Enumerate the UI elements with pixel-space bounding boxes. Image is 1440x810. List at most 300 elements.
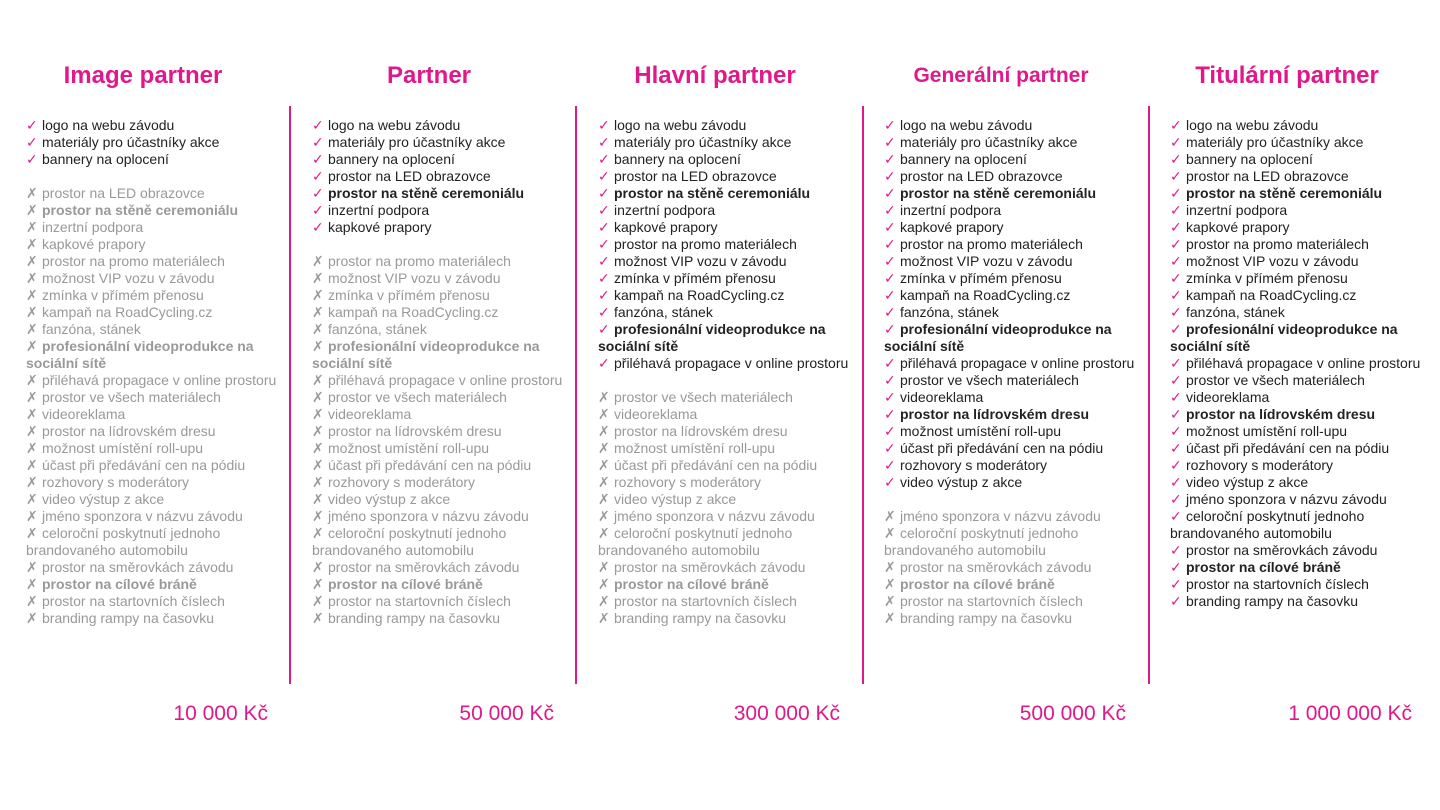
cross-icon: ✗ xyxy=(26,440,38,456)
feature-label: prostor ve všech materiálech xyxy=(614,389,793,405)
cross-icon: ✗ xyxy=(26,457,38,473)
checkmark-icon: ✓ xyxy=(1170,593,1182,609)
cross-icon: ✗ xyxy=(26,593,38,609)
feature-included xyxy=(312,134,574,151)
checkmark-icon: ✓ xyxy=(312,202,324,218)
feature-included xyxy=(884,202,1146,219)
cross-icon: ✗ xyxy=(884,525,896,541)
tier-price: 50 000 Kč xyxy=(459,702,554,725)
checkmark-icon: ✓ xyxy=(598,236,610,252)
tier-price: 500 000 Kč xyxy=(1019,702,1126,725)
feature-label: branding rampy na časovku xyxy=(1186,593,1358,609)
feature-label: videoreklama xyxy=(328,406,412,422)
cross-icon: ✗ xyxy=(26,338,38,354)
cross-icon: ✗ xyxy=(884,508,896,524)
feature-label: prostor na lídrovském dresu xyxy=(614,423,788,439)
tier-column-titularni-partner xyxy=(1144,0,1430,810)
checkmark-icon: ✓ xyxy=(598,134,610,150)
cross-icon: ✗ xyxy=(598,593,610,609)
feature-label: kampaň na RoadCycling.cz xyxy=(42,304,213,320)
feature-label: zmínka v přímém přenosu xyxy=(614,270,776,286)
feature-included xyxy=(884,474,1146,491)
checkmark-icon: ✓ xyxy=(884,321,896,337)
checkmark-icon: ✓ xyxy=(598,270,610,286)
checkmark-icon: ✓ xyxy=(1170,355,1182,371)
feature-included xyxy=(884,423,1146,440)
checkmark-icon: ✓ xyxy=(884,355,896,371)
cross-icon: ✗ xyxy=(598,457,610,473)
cross-icon: ✗ xyxy=(598,559,610,575)
feature-excluded xyxy=(312,321,574,338)
feature-excluded xyxy=(598,389,860,406)
feature-label: prostor na promo materiálech xyxy=(328,253,511,269)
feature-included xyxy=(884,372,1146,389)
feature-label: kapkové prapory xyxy=(328,219,432,235)
feature-included xyxy=(884,168,1146,185)
checkmark-icon: ✓ xyxy=(884,117,896,133)
feature-label: logo na webu závodu xyxy=(42,117,175,133)
feature-included xyxy=(884,355,1146,372)
feature-excluded xyxy=(884,610,1146,627)
cross-icon: ✗ xyxy=(26,253,38,269)
feature-included xyxy=(884,134,1146,151)
checkmark-icon: ✓ xyxy=(1170,372,1182,388)
feature-excluded xyxy=(312,372,574,389)
cross-icon: ✗ xyxy=(26,576,38,592)
feature-label: rozhovory s moderátory xyxy=(42,474,190,490)
feature-label: jméno sponzora v názvu závodu xyxy=(42,508,243,524)
feature-label: účast při předávání cen na pódiu xyxy=(1186,440,1390,456)
cross-icon: ✗ xyxy=(26,525,38,541)
feature-excluded xyxy=(884,576,1146,593)
feature-excluded xyxy=(312,304,574,321)
feature-label: účast při předávání cen na pódiu xyxy=(614,457,818,473)
cross-icon: ✗ xyxy=(884,593,896,609)
feature-included xyxy=(312,117,574,134)
feature-label: prostor na stěně ceremoniálu xyxy=(42,202,239,218)
feature-included xyxy=(1170,321,1432,355)
checkmark-icon: ✓ xyxy=(1170,168,1182,184)
feature-label: prostor na stěně ceremoniálu xyxy=(1186,185,1383,201)
feature-included xyxy=(884,457,1146,474)
feature-excluded xyxy=(26,491,288,508)
cross-icon: ✗ xyxy=(26,508,38,524)
cross-icon: ✗ xyxy=(598,406,610,422)
checkmark-icon: ✓ xyxy=(1170,304,1182,320)
feature-included xyxy=(598,202,860,219)
checkmark-icon: ✓ xyxy=(598,168,610,184)
cross-icon: ✗ xyxy=(26,610,38,626)
cross-icon: ✗ xyxy=(312,576,324,592)
feature-included xyxy=(26,117,288,134)
feature-group-spacer xyxy=(26,168,288,185)
feature-included xyxy=(598,270,860,287)
feature-label: kapkové prapory xyxy=(900,219,1004,235)
feature-label: fanzóna, stánek xyxy=(1186,304,1285,320)
feature-included xyxy=(1170,287,1432,304)
cross-icon: ✗ xyxy=(312,440,324,456)
feature-list xyxy=(312,117,574,627)
feature-excluded xyxy=(312,406,574,423)
feature-excluded xyxy=(26,372,288,389)
feature-label: inzertní podpora xyxy=(42,219,144,235)
checkmark-icon: ✓ xyxy=(1170,270,1182,286)
feature-label: kampaň na RoadCycling.cz xyxy=(614,287,785,303)
feature-label: inzertní podpora xyxy=(614,202,716,218)
feature-label: kapkové prapory xyxy=(1186,219,1290,235)
feature-label: jméno sponzora v názvu závodu xyxy=(328,508,529,524)
cross-icon: ✗ xyxy=(26,185,38,201)
feature-excluded xyxy=(26,576,288,593)
feature-included xyxy=(26,151,288,168)
feature-excluded xyxy=(26,525,288,559)
feature-label: fanzóna, stánek xyxy=(614,304,713,320)
checkmark-icon: ✓ xyxy=(598,253,610,269)
feature-label: branding rampy na časovku xyxy=(42,610,214,626)
checkmark-icon: ✓ xyxy=(884,270,896,286)
feature-label: prostor na promo materiálech xyxy=(42,253,225,269)
checkmark-icon: ✓ xyxy=(1170,491,1182,507)
feature-label: prostor na LED obrazovce xyxy=(328,168,491,184)
feature-label: možnost umístění roll-upu xyxy=(900,423,1062,439)
cross-icon: ✗ xyxy=(312,457,324,473)
feature-included xyxy=(1170,508,1432,542)
checkmark-icon: ✓ xyxy=(1170,406,1182,422)
feature-excluded xyxy=(598,423,860,440)
cross-icon: ✗ xyxy=(312,474,324,490)
feature-included xyxy=(598,287,860,304)
checkmark-icon: ✓ xyxy=(598,117,610,133)
cross-icon: ✗ xyxy=(312,321,324,337)
tier-title: Hlavní partner xyxy=(634,62,796,89)
tier-price: 10 000 Kč xyxy=(173,702,268,725)
cross-icon: ✗ xyxy=(312,270,324,286)
feature-included xyxy=(1170,406,1432,423)
feature-label: prostor na promo materiálech xyxy=(614,236,797,252)
feature-label: přiléhavá propagace v online prostoru xyxy=(1186,355,1421,371)
checkmark-icon: ✓ xyxy=(1170,457,1182,473)
feature-label: inzertní podpora xyxy=(1186,202,1288,218)
cross-icon: ✗ xyxy=(884,576,896,592)
feature-included xyxy=(1170,168,1432,185)
feature-label: video výstup z akce xyxy=(42,491,165,507)
feature-excluded xyxy=(26,389,288,406)
feature-label: prostor na lídrovském dresu xyxy=(328,423,502,439)
feature-label: kapkové prapory xyxy=(614,219,718,235)
tier-column-partner xyxy=(286,0,572,810)
feature-label: materiály pro účastníky akce xyxy=(1186,134,1364,150)
checkmark-icon: ✓ xyxy=(26,151,38,167)
feature-label: logo na webu závodu xyxy=(900,117,1033,133)
feature-included xyxy=(312,202,574,219)
checkmark-icon: ✓ xyxy=(598,287,610,303)
feature-label: zmínka v přímém přenosu xyxy=(42,287,204,303)
feature-label: fanzóna, stánek xyxy=(900,304,999,320)
feature-label: logo na webu závodu xyxy=(614,117,747,133)
feature-label: prostor na cílové bráně xyxy=(900,576,1055,592)
checkmark-icon: ✓ xyxy=(1170,440,1182,456)
feature-excluded xyxy=(598,525,860,559)
feature-label: profesionální videoprodukce na sociální sítě xyxy=(884,321,1112,354)
feature-excluded xyxy=(312,525,574,559)
feature-label: video výstup z akce xyxy=(614,491,737,507)
checkmark-icon: ✓ xyxy=(312,168,324,184)
feature-included xyxy=(1170,219,1432,236)
feature-excluded xyxy=(312,440,574,457)
feature-label: materiály pro účastníky akce xyxy=(42,134,220,150)
checkmark-icon: ✓ xyxy=(884,474,896,490)
feature-included xyxy=(1170,491,1432,508)
feature-excluded xyxy=(312,474,574,491)
cross-icon: ✗ xyxy=(26,304,38,320)
feature-included xyxy=(884,151,1146,168)
checkmark-icon: ✓ xyxy=(1170,423,1182,439)
feature-excluded xyxy=(312,593,574,610)
checkmark-icon: ✓ xyxy=(1170,134,1182,150)
feature-label: přiléhavá propagace v online prostoru xyxy=(614,355,849,371)
feature-excluded xyxy=(312,338,574,372)
feature-label: fanzóna, stánek xyxy=(42,321,141,337)
feature-excluded xyxy=(26,287,288,304)
checkmark-icon: ✓ xyxy=(884,304,896,320)
feature-label: bannery na oplocení xyxy=(42,151,169,167)
feature-included xyxy=(884,440,1146,457)
cross-icon: ✗ xyxy=(26,423,38,439)
feature-included xyxy=(884,253,1146,270)
feature-included xyxy=(884,389,1146,406)
feature-included xyxy=(884,117,1146,134)
cross-icon: ✗ xyxy=(598,610,610,626)
feature-label: prostor na směrovkách závodu xyxy=(1186,542,1378,558)
feature-excluded xyxy=(598,610,860,627)
feature-label: fanzóna, stánek xyxy=(328,321,427,337)
feature-label: materiály pro účastníky akce xyxy=(614,134,792,150)
feature-label: prostor na startovních číslech xyxy=(1186,576,1369,592)
tier-column-generalni-partner xyxy=(858,0,1144,810)
feature-excluded xyxy=(26,219,288,236)
feature-label: prostor na cílové bráně xyxy=(1186,559,1341,575)
feature-included xyxy=(598,185,860,202)
feature-label: jméno sponzora v názvu závodu xyxy=(900,508,1101,524)
feature-included xyxy=(598,355,860,372)
tier-title: Generální partner xyxy=(913,64,1089,87)
checkmark-icon: ✓ xyxy=(1170,474,1182,490)
feature-excluded xyxy=(26,185,288,202)
feature-excluded xyxy=(884,593,1146,610)
feature-label: prostor na promo materiálech xyxy=(1186,236,1369,252)
feature-included xyxy=(598,134,860,151)
checkmark-icon: ✓ xyxy=(26,134,38,150)
tier-price: 1 000 000 Kč xyxy=(1288,702,1412,725)
checkmark-icon: ✓ xyxy=(598,185,610,201)
feature-included xyxy=(1170,304,1432,321)
cross-icon: ✗ xyxy=(26,406,38,422)
checkmark-icon: ✓ xyxy=(1170,151,1182,167)
cross-icon: ✗ xyxy=(312,406,324,422)
cross-icon: ✗ xyxy=(26,270,38,286)
checkmark-icon: ✓ xyxy=(312,117,324,133)
checkmark-icon: ✓ xyxy=(884,372,896,388)
feature-label: přiléhavá propagace v online prostoru xyxy=(328,372,563,388)
checkmark-icon: ✓ xyxy=(884,423,896,439)
feature-label: profesionální videoprodukce na sociální sítě xyxy=(598,321,826,354)
feature-included xyxy=(598,117,860,134)
feature-label: přiléhavá propagace v online prostoru xyxy=(42,372,277,388)
feature-label: rozhovory s moderátory xyxy=(328,474,476,490)
feature-label: prostor na směrovkách závodu xyxy=(900,559,1092,575)
cross-icon: ✗ xyxy=(598,508,610,524)
feature-excluded xyxy=(312,253,574,270)
feature-list xyxy=(884,117,1146,627)
feature-label: bannery na oplocení xyxy=(900,151,1027,167)
feature-label: branding rampy na časovku xyxy=(328,610,500,626)
feature-included xyxy=(1170,576,1432,593)
checkmark-icon: ✓ xyxy=(598,321,610,337)
tier-price: 300 000 Kč xyxy=(733,702,840,725)
feature-included xyxy=(1170,270,1432,287)
cross-icon: ✗ xyxy=(312,338,324,354)
tier-title: Partner xyxy=(386,62,472,89)
feature-included xyxy=(598,168,860,185)
checkmark-icon: ✓ xyxy=(1170,219,1182,235)
cross-icon: ✗ xyxy=(884,610,896,626)
feature-excluded xyxy=(26,406,288,423)
feature-label: prostor na stěně ceremoniálu xyxy=(328,185,525,201)
feature-excluded xyxy=(312,491,574,508)
feature-label: zmínka v přímém přenosu xyxy=(328,287,490,303)
checkmark-icon: ✓ xyxy=(884,406,896,422)
feature-excluded xyxy=(312,270,574,287)
feature-label: prostor na LED obrazovce xyxy=(1186,168,1349,184)
cross-icon: ✗ xyxy=(312,372,324,388)
feature-included xyxy=(1170,457,1432,474)
feature-label: celoroční poskytnutí jednoho brandovaného automobilu xyxy=(598,525,793,558)
feature-included xyxy=(884,270,1146,287)
feature-included xyxy=(1170,389,1432,406)
feature-list xyxy=(1170,117,1432,610)
feature-label: účast při předávání cen na pódiu xyxy=(900,440,1104,456)
cross-icon: ✗ xyxy=(312,389,324,405)
feature-label: kampaň na RoadCycling.cz xyxy=(328,304,499,320)
feature-label: inzertní podpora xyxy=(328,202,430,218)
feature-label: prostor na stěně ceremoniálu xyxy=(900,185,1097,201)
feature-label: prostor na lídrovském dresu xyxy=(900,406,1090,422)
checkmark-icon: ✓ xyxy=(312,185,324,201)
feature-label: prostor na směrovkách závodu xyxy=(42,559,234,575)
checkmark-icon: ✓ xyxy=(598,219,610,235)
feature-label: prostor na LED obrazovce xyxy=(614,168,777,184)
feature-label: prostor na startovních číslech xyxy=(42,593,225,609)
cross-icon: ✗ xyxy=(598,440,610,456)
feature-label: možnost VIP vozu v závodu xyxy=(614,253,787,269)
feature-label: profesionální videoprodukce na sociální sítě xyxy=(312,338,540,371)
feature-list xyxy=(598,117,860,627)
feature-label: prostor ve všech materiálech xyxy=(328,389,507,405)
cross-icon: ✗ xyxy=(598,491,610,507)
feature-included xyxy=(1170,593,1432,610)
feature-excluded xyxy=(26,236,288,253)
feature-label: video výstup z akce xyxy=(1186,474,1309,490)
cross-icon: ✗ xyxy=(598,389,610,405)
feature-label: prostor ve všech materiálech xyxy=(42,389,221,405)
feature-excluded xyxy=(598,593,860,610)
cross-icon: ✗ xyxy=(26,372,38,388)
feature-label: prostor na lídrovském dresu xyxy=(42,423,216,439)
feature-included xyxy=(1170,474,1432,491)
feature-label: zmínka v přímém přenosu xyxy=(900,270,1062,286)
feature-excluded xyxy=(26,321,288,338)
checkmark-icon: ✓ xyxy=(1170,321,1182,337)
feature-label: celoroční poskytnutí jednoho brandovaného automobilu xyxy=(1170,508,1365,541)
cross-icon: ✗ xyxy=(312,287,324,303)
feature-label: rozhovory s moderátory xyxy=(900,457,1048,473)
cross-icon: ✗ xyxy=(26,202,38,218)
feature-excluded xyxy=(598,559,860,576)
feature-label: logo na webu závodu xyxy=(1186,117,1319,133)
feature-excluded xyxy=(312,287,574,304)
cross-icon: ✗ xyxy=(26,389,38,405)
feature-excluded xyxy=(598,457,860,474)
feature-label: prostor ve všech materiálech xyxy=(900,372,1079,388)
feature-excluded xyxy=(26,457,288,474)
feature-label: prostor na startovních číslech xyxy=(328,593,511,609)
checkmark-icon: ✓ xyxy=(598,304,610,320)
feature-excluded xyxy=(26,593,288,610)
cross-icon: ✗ xyxy=(26,236,38,252)
feature-included xyxy=(598,253,860,270)
checkmark-icon: ✓ xyxy=(1170,185,1182,201)
cross-icon: ✗ xyxy=(26,491,38,507)
tier-column-image-partner xyxy=(0,0,286,810)
feature-excluded xyxy=(26,610,288,627)
checkmark-icon: ✓ xyxy=(884,134,896,150)
feature-group-spacer xyxy=(598,372,860,389)
feature-label: inzertní podpora xyxy=(900,202,1002,218)
feature-included xyxy=(1170,355,1432,372)
feature-label: jméno sponzora v názvu závodu xyxy=(614,508,815,524)
checkmark-icon: ✓ xyxy=(1170,576,1182,592)
feature-label: videoreklama xyxy=(1186,389,1270,405)
checkmark-icon: ✓ xyxy=(884,457,896,473)
feature-excluded xyxy=(598,508,860,525)
feature-label: video výstup z akce xyxy=(328,491,451,507)
feature-label: účast při předávání cen na pódiu xyxy=(328,457,532,473)
feature-excluded xyxy=(312,423,574,440)
checkmark-icon: ✓ xyxy=(26,117,38,133)
checkmark-icon: ✓ xyxy=(312,134,324,150)
feature-label: možnost umístění roll-upu xyxy=(1186,423,1348,439)
feature-excluded xyxy=(26,559,288,576)
feature-included xyxy=(1170,440,1432,457)
feature-label: prostor na směrovkách závodu xyxy=(328,559,520,575)
feature-label: možnost umístění roll-upu xyxy=(42,440,204,456)
feature-label: prostor na promo materiálech xyxy=(900,236,1083,252)
checkmark-icon: ✓ xyxy=(884,202,896,218)
feature-excluded xyxy=(598,440,860,457)
feature-included xyxy=(1170,372,1432,389)
checkmark-icon: ✓ xyxy=(1170,236,1182,252)
feature-included xyxy=(598,321,860,355)
checkmark-icon: ✓ xyxy=(1170,542,1182,558)
feature-excluded xyxy=(26,270,288,287)
feature-excluded xyxy=(26,338,288,372)
feature-group-spacer xyxy=(884,491,1146,508)
feature-excluded xyxy=(26,440,288,457)
feature-included xyxy=(312,168,574,185)
feature-included xyxy=(884,321,1146,355)
feature-included xyxy=(598,236,860,253)
cross-icon: ✗ xyxy=(312,593,324,609)
